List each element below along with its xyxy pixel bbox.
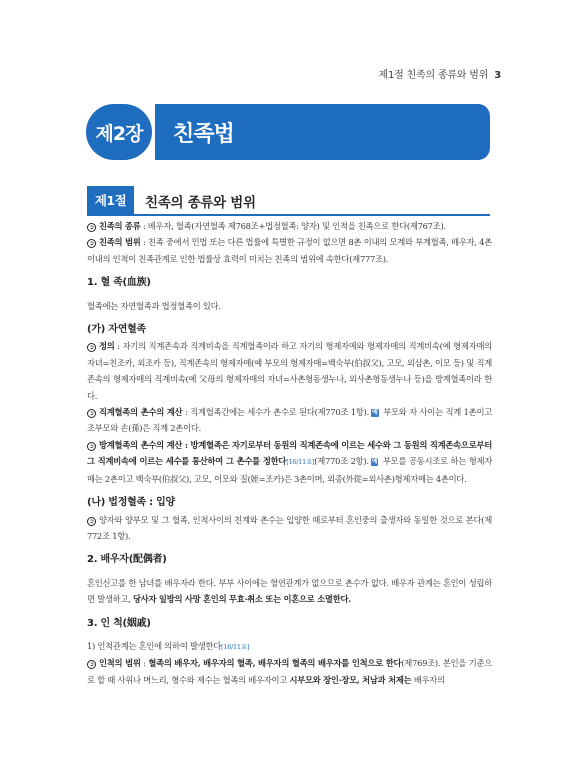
- example-badge: 예: [372, 409, 378, 417]
- heading-blood-relatives: 1. 혈 족(血族): [87, 277, 151, 289]
- chapter-title: 친족법: [155, 104, 490, 160]
- heading-legal-blood: (나) 법정혈족 : 입양: [87, 497, 175, 509]
- paragraph-blood-intro: 혈족에는 자연혈족과 법정혈족이 있다.: [87, 300, 221, 311]
- paragraph-scope: ➲ 친족의 범위 : 친족 중에서 민법 또는 다른 법률에 특별한 규정이 없으면 8촌 이내의 모계와 부계혈족, 배우자, 4촌 이내의 인척이 친족관계로 인한 법률상 효력이 미치는 친족의 범위에 속한다(제777조).: [87, 237, 492, 264]
- running-header-title: 제1절 친족의 종류와 범위: [378, 70, 489, 81]
- heading-natural-blood: (가) 자연혈족: [87, 324, 146, 336]
- arrow-bullet-icon: ➲: [87, 660, 96, 669]
- heading-spouse: 2. 배우자(配偶者): [87, 554, 167, 566]
- paragraph-direct-degree: ➲ 직계혈족의 촌수의 계산 : 직계혈족간에는 세수가 촌수로 된다(제770조 1항). 예 부모와 자 사이는 직계 1촌이고 조부모와 손(孫)은 직계 2촌이다.: [87, 407, 492, 434]
- paragraph-definition: ➲ 정의 : 자기의 직계존속과 직계비속을 직계혈족이라 하고 자기의 형제자매와 형제자매의 직계비속(예 형제자매의 자녀=친조카, 외조카 등), 직계존속의 형제자매(예 부모의 형제자매=백숙부(伯叔父), 고모, 외삼촌, 이모 등) 및 직계존속의 형제자매의 직계비속(예 父母의 형제자매의 자녀=사촌형동생누나, 외사촌형동생누나 등)을 방계혈족이라 한다.: [87, 341, 492, 401]
- section-header: [87, 186, 490, 216]
- arrow-bullet-icon: ➲: [87, 517, 96, 526]
- arrow-bullet-icon: ➲: [87, 343, 96, 352]
- example-badge: 예: [371, 458, 378, 466]
- heading-in-laws: 3. 인 척(姻戚): [87, 617, 151, 629]
- arrow-bullet-icon: ➲: [87, 223, 96, 232]
- arrow-bullet-icon: ➲: [87, 239, 96, 248]
- paragraph-in-law-scope: ➲ 인척의 범위 : 혈족의 배우자, 배우자의 혈족, 배우자의 혈족의 배우자를 인척으로 한다(제769조). 본인을 기준으로 할 때 사위나 며느리, 형수와 제수는 혈족의 배우자이고 시부모와 장인·장모, 처남과 처제는 배우자의: [87, 658, 492, 685]
- chapter-badge: 제2장: [86, 104, 152, 160]
- exam-source-tag: [16/11포]: [221, 642, 250, 651]
- running-header: [379, 66, 501, 81]
- paragraph-adoption: ➲ 양자와 양부모 및 그 혈족, 인척사이의 친계와 촌수는 입양한 때로부터 혼인중의 출생자와 동일한 것으로 본다(제772조 1항).: [87, 514, 492, 541]
- paragraph-spouse: 혼인신고를 한 남녀를 배우자라 한다. 부부 사이에는 혈연관계가 없으므로 촌수가 없다. 배우자 관계는 혼인이 성립하면 발생하고, 당사자 일방의 사망 혼인의 무효·취소 또는 이혼으로 소멸한다.: [87, 577, 492, 605]
- paragraph-collateral-degree: ➲ 방계혈족의 촌수의 계산 : 방계혈족은 자기로부터 동원의 직계존속에 이르는 세수와 그 동원의 직계존속으로부터 그 직계비속에 이르는 세수를 통산하여 그 촌수를 정한다[16/11포](제770조 2항). 예 부모를 공동시조로 하는 형제자매는 2촌이고 백숙부(伯叔父), 고모, 이모와 질(姪=조카)은 3촌이며, 외종(外從=외사촌)형제자매는 4촌이다.: [87, 439, 492, 484]
- paragraph-in-law-origin: 1) 인척관계는 혼인에 의하여 발생한다[16/11포]: [87, 640, 250, 651]
- page-number: 3: [494, 70, 501, 81]
- section-title: 친족의 종류와 범위: [145, 195, 256, 211]
- arrow-bullet-icon: ➲: [87, 442, 96, 451]
- body-text: [87, 218, 492, 688]
- paragraph-kinds: ➲ 친족의 종류 : 배우자, 혈족(자연혈족 제768조+법정혈족: 양자) 및 인척을 친족으로 한다(제767조).: [87, 218, 492, 234]
- exam-source-tag: [16/11포]: [286, 458, 315, 467]
- arrow-bullet-icon: ➲: [87, 409, 96, 418]
- section-label: 제1절: [87, 186, 134, 214]
